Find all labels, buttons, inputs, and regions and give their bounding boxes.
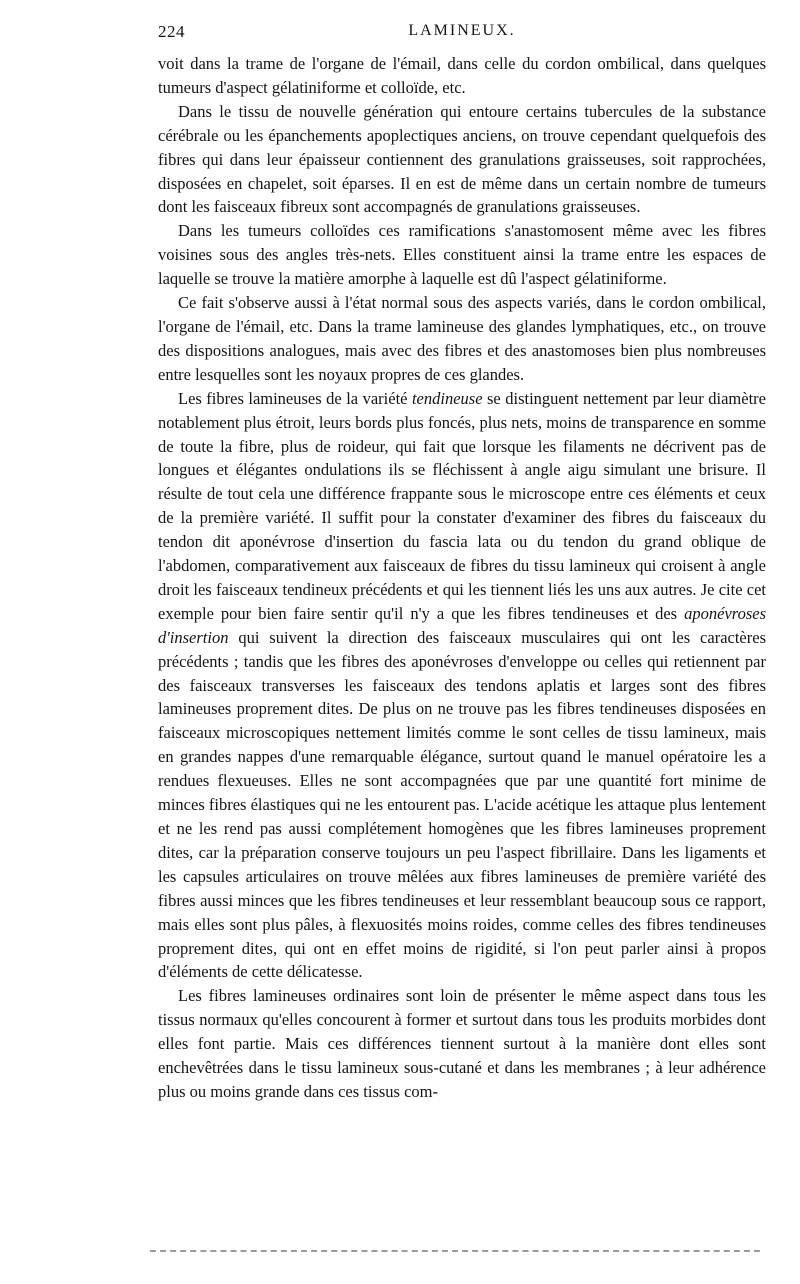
text-run: se distinguent nettement par leur diamètre notablement plus étroit, leurs bords plus foncés, plus nets, moins de transparence en somme de toute la fibre, plus de roideur, qui fait que lorsque les filaments ne décrivent pas de longues et élégantes ondulations ils se fléchissent à angle aigu simulant une brisure. Il résulte de tout cela une différence frappante sous le microscope entre ces éléments et ceux de la première variété. Il suffit pour la constater d'examiner des fibres du faisceaux du tendon dit aponévrose d'insertion du fascia lata ou du tendon du grand oblique de l'abdomen, comparativement aux faisceaux de fibres du tissu lamineux qui croisent à angle droit les faisceaux tendineux précédents et qui les tiennent liés les uns aux autres. Je cite cet exemple pour bien faire sentir qu'il n'y a que les fibres tendineuses et des <box>158 388 766 623</box>
text-run: Dans les tumeurs colloïdes ces ramifications s'anastomosent même avec les fibres voisines sous des angles très-nets. Elles constituent ainsi la trame entre les espaces de laquelle se trouve la matière amorphe à laquelle est dû l'aspect gélatiniforme. <box>158 221 766 289</box>
text-run: voit dans la trame de l'organe de l'émail, dans celle du cordon ombilical, dans quelques tumeurs d'aspect gélatiniforme et colloïde, etc. <box>158 54 766 97</box>
page-header <box>158 22 766 52</box>
book-page <box>158 22 766 1104</box>
page-number: 224 <box>158 22 185 41</box>
italic-term: tendineuse <box>411 388 483 408</box>
text-run: Les fibres lamineuses ordinaires sont loin de présenter le même aspect dans tous les tissus normaux qu'elles concourent à former et surtout dans tous les produits morbides dont elles font partie. Mais ces différences tiennent surtout à la manière dont elles sont enchevêtrées dans le tissu lamineux sous-cutané et dans les membranes ; à leur adhérence plus ou moins grande dans ces tissus com- <box>158 986 766 1101</box>
text-run: Les fibres lamineuses de la variété <box>178 388 412 408</box>
paragraph-2 <box>158 100 766 220</box>
paragraph-6 <box>158 984 766 1104</box>
text-run: qui suivent la direction des faisceaux musculaires qui ont les caractères précédents ; tandis que les fibres des aponévroses d'enveloppe ou celles qui retiennent par des faisceaux transverses les faisceaux des tendons aplatis et larges sont des fibres lamineuses proprement dites. De plus on ne trouve pas les fibres tendineuses disposées en faisceaux microscopiques nettement limités comme le sont celles de tissu lamineux, mais en grandes nappes d'une remarquable élégance, surtout quand le manuel opératoire les a rendues flexueuses. Elles ne sont accompagnées que par une quantité fort minime de minces fibres élastiques qui ne les entourent pas. L'acide acétique les attaque plus lentement et ne les rend pas aussi complétement homogènes que les fibres lamineuses proprement dites, car la préparation conserve toujours un peu l'aspect fibrillaire. Dans les ligaments et les capsules articulaires on trouve mêlées aux fibres lamineuses de première variété des fibres aussi minces que les fibres tendineuses et leur ressemblant beaucoup sous ce rapport, mais elles sont plus pâles, à flexuosités moins roides, comme celles des fibres tendineuses proprement dites, qui ont en effet moins de rigidité, si l'on peut parler ainsi à propos d'éléments de cette délicatesse. <box>158 627 766 982</box>
text-run: Ce fait s'observe aussi à l'état normal sous des aspects variés, dans le cordon ombilical, l'organe de l'émail, etc. Dans la trame lamineuse des glandes lymphatiques, etc., on trouve des dispositions analogues, mais avec des fibres et des anastomoses bien plus nombreuses entre lesquelles sont les noyaux propres de ces glandes. <box>158 293 766 384</box>
bottom-edge-rule <box>150 1250 760 1252</box>
running-title: LAMINEUX. <box>408 22 516 39</box>
italic-term: aponévroses d'insertion <box>158 603 766 647</box>
body-text <box>158 52 766 1104</box>
paragraph-1 <box>158 52 766 100</box>
text-run: Dans le tissu de nouvelle génération qui entoure certains tubercules de la substance cérébrale ou les épanchements apoplectiques anciens, on trouve cependant quelquefois des fibres qui dans leur épaisseur contiennent des granulations graisseuses, soit rapprochées, disposées en chapelet, soit éparses. Il en est de même dans un certain nombre de tumeurs dont les faisceaux fibreux sont accompagnés de granulations graisseuses. <box>158 101 766 217</box>
paragraph-3 <box>158 219 766 291</box>
paragraph-5 <box>158 387 766 985</box>
paragraph-4 <box>158 291 766 387</box>
